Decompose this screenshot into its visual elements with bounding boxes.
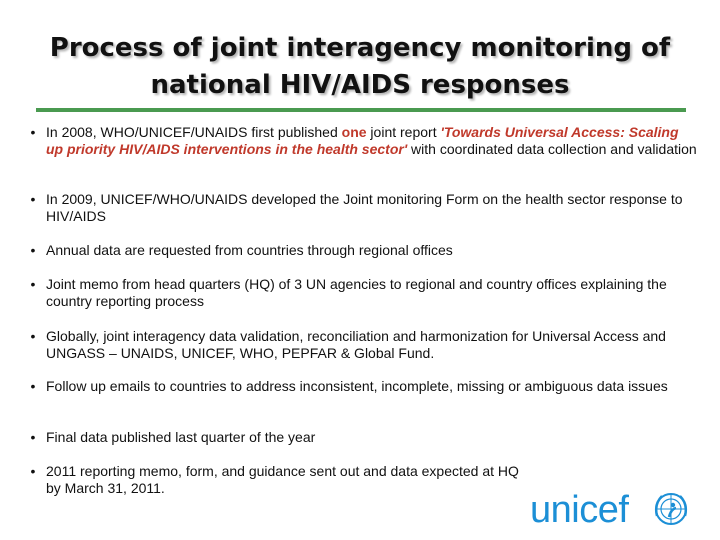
unicef-logo bbox=[530, 488, 710, 534]
bullet-dot-icon: • bbox=[30, 378, 36, 394]
unicef-wordmark: unicef bbox=[530, 489, 629, 531]
bullet-dot-icon: • bbox=[30, 242, 36, 258]
bullet-item bbox=[26, 463, 526, 497]
title-line-1: Process of joint interagency monitoring of bbox=[49, 33, 671, 63]
bullet-dot-icon: • bbox=[30, 124, 36, 140]
bullet-text-segment: Joint memo from head quarters (HQ) of 3 UN agencies to regional and country offices explaining the country reporting process bbox=[46, 276, 667, 309]
bullet-text-segment: 2011 reporting memo, form, and guidance sent out and data expected at HQ by March 31, 2011. bbox=[46, 463, 519, 496]
bullet-text-segment: In 2009, UNICEF/WHO/UNAIDS developed the Joint monitoring Form on the health sector response to HIV/AIDS bbox=[46, 191, 683, 224]
bullet-item bbox=[26, 378, 698, 395]
bullet-text-segment: Follow up emails to countries to address inconsistent, incomplete, missing or ambiguous data issues bbox=[46, 378, 668, 394]
bullet-item bbox=[26, 429, 698, 446]
bullet-item bbox=[26, 191, 698, 225]
bullet-text bbox=[46, 124, 698, 158]
bullet-dot-icon: • bbox=[30, 463, 36, 479]
bullet-dot-icon: • bbox=[30, 429, 36, 445]
bullet-text-segment: one bbox=[341, 124, 367, 140]
title-line-2: national HIV/AIDS responses bbox=[150, 70, 570, 100]
bullet-text-segment: joint report bbox=[366, 124, 441, 140]
title-divider bbox=[36, 108, 686, 112]
bullet-item bbox=[26, 276, 698, 310]
bullet-text bbox=[46, 276, 698, 310]
bullet-dot-icon: • bbox=[30, 328, 36, 344]
bullet-text bbox=[46, 242, 698, 259]
bullet-text-segment: Globally, joint interagency data validation, reconciliation and harmonization for Universal Access and UNGASS – UNAIDS, UNICEF, WHO, PEPFAR & Global Fund. bbox=[46, 328, 666, 361]
bullet-item bbox=[26, 124, 698, 158]
bullet-text-segment: In 2008, WHO/UNICEF/UNAIDS first published bbox=[46, 124, 342, 140]
bullet-text bbox=[46, 463, 526, 497]
bullet-text-segment: Annual data are requested from countries through regional offices bbox=[46, 242, 453, 258]
slide-title bbox=[30, 30, 690, 104]
bullet-text-segment: 'Towards Universal Access: Scaling up priority HIV/AIDS interventions in the health sector' bbox=[46, 124, 679, 157]
bullet-text bbox=[46, 328, 698, 362]
bullet-text bbox=[46, 378, 698, 395]
bullet-text-segment: with coordinated data collection and validation bbox=[407, 141, 697, 157]
bullet-item bbox=[26, 242, 698, 259]
bullet-text bbox=[46, 191, 698, 225]
bullet-dot-icon: • bbox=[30, 276, 36, 292]
unicef-emblem-icon bbox=[652, 490, 690, 528]
bullet-item bbox=[26, 328, 698, 362]
bullet-text-segment: Final data published last quarter of the year bbox=[46, 429, 316, 445]
bullet-dot-icon: • bbox=[30, 191, 36, 207]
bullet-text bbox=[46, 429, 698, 446]
